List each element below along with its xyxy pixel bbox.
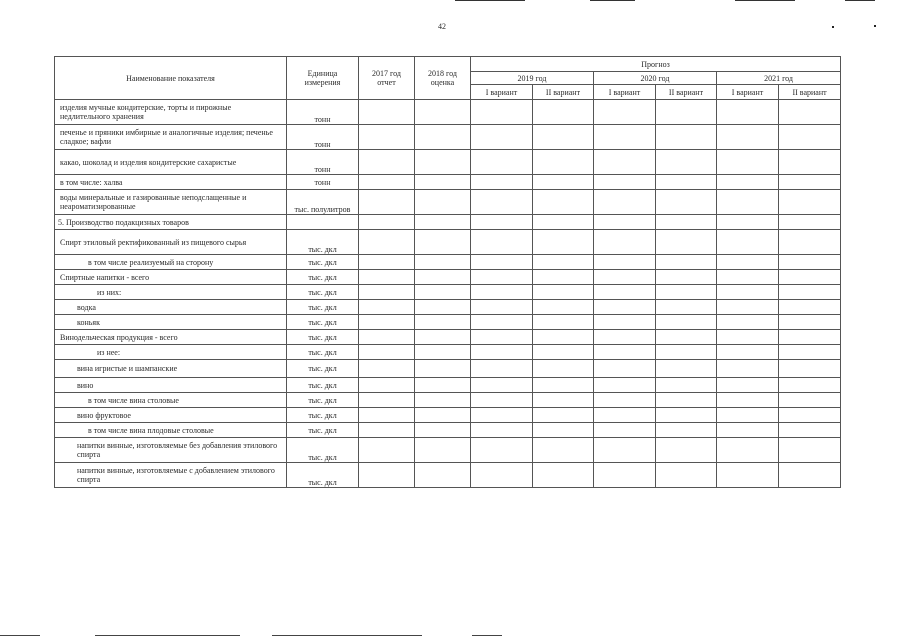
value-cell xyxy=(779,300,841,315)
value-cell xyxy=(779,285,841,300)
value-cell xyxy=(779,360,841,378)
value-cell xyxy=(779,423,841,438)
value-cell xyxy=(359,423,415,438)
value-cell xyxy=(779,438,841,463)
value-cell xyxy=(359,315,415,330)
value-cell xyxy=(471,378,533,393)
value-cell xyxy=(656,378,717,393)
table-row xyxy=(55,438,841,463)
value-cell xyxy=(594,215,656,230)
value-cell xyxy=(415,175,471,190)
value-cell xyxy=(471,393,533,408)
row-name: Спирт этиловый ректификованный из пищевого сырья xyxy=(55,230,287,255)
table-row xyxy=(55,190,841,215)
value-cell xyxy=(779,315,841,330)
value-cell xyxy=(779,190,841,215)
row-name: печенье и пряники имбирные и аналогичные изделия; печенье сладкое; вафли xyxy=(55,125,287,150)
value-cell xyxy=(594,393,656,408)
row-unit: тыс. дкл xyxy=(287,285,359,300)
header-year-2021: 2021 год xyxy=(717,72,841,85)
row-unit: тыс. дкл xyxy=(287,463,359,488)
value-cell xyxy=(471,423,533,438)
table-row xyxy=(55,300,841,315)
value-cell xyxy=(415,150,471,175)
row-unit: тыс. дкл xyxy=(287,330,359,345)
row-name: из них: xyxy=(55,285,287,300)
table-row xyxy=(55,230,841,255)
value-cell xyxy=(717,215,779,230)
value-cell xyxy=(717,270,779,285)
value-cell xyxy=(359,150,415,175)
value-cell xyxy=(656,150,717,175)
value-cell xyxy=(533,285,594,300)
scan-dot xyxy=(874,25,876,27)
table-body xyxy=(55,100,841,488)
value-cell xyxy=(359,393,415,408)
value-cell xyxy=(656,190,717,215)
value-cell xyxy=(359,215,415,230)
value-cell xyxy=(359,408,415,423)
row-unit: тыс. дкл xyxy=(287,345,359,360)
table-row xyxy=(55,360,841,378)
value-cell xyxy=(471,360,533,378)
value-cell xyxy=(779,255,841,270)
value-cell xyxy=(415,315,471,330)
value-cell xyxy=(717,230,779,255)
value-cell xyxy=(594,300,656,315)
value-cell xyxy=(779,270,841,285)
value-cell xyxy=(656,330,717,345)
value-cell xyxy=(717,330,779,345)
section-row xyxy=(55,215,841,230)
value-cell xyxy=(415,330,471,345)
value-cell xyxy=(533,300,594,315)
header-variant: I вариант xyxy=(594,85,656,100)
header-variant: I вариант xyxy=(717,85,779,100)
table-row xyxy=(55,378,841,393)
value-cell xyxy=(415,463,471,488)
table-row xyxy=(55,285,841,300)
value-cell xyxy=(656,215,717,230)
table-row xyxy=(55,100,841,125)
scan-mark xyxy=(455,0,525,1)
value-cell xyxy=(594,378,656,393)
value-cell xyxy=(415,438,471,463)
table-row xyxy=(55,125,841,150)
value-cell xyxy=(779,408,841,423)
value-cell xyxy=(656,285,717,300)
value-cell xyxy=(533,360,594,378)
row-name: в том числе реализуемый на сторону xyxy=(55,255,287,270)
value-cell xyxy=(415,300,471,315)
value-cell xyxy=(471,230,533,255)
row-unit: тыс. полулитров xyxy=(287,190,359,215)
value-cell xyxy=(471,125,533,150)
header-2018: 2018 год оценка xyxy=(415,57,471,100)
value-cell xyxy=(471,285,533,300)
value-cell xyxy=(656,423,717,438)
value-cell xyxy=(717,463,779,488)
row-unit: тыс. дкл xyxy=(287,255,359,270)
table-row xyxy=(55,330,841,345)
value-cell xyxy=(533,270,594,285)
value-cell xyxy=(779,463,841,488)
value-cell xyxy=(594,230,656,255)
value-cell xyxy=(656,345,717,360)
value-cell xyxy=(471,100,533,125)
value-cell xyxy=(533,393,594,408)
value-cell xyxy=(594,285,656,300)
value-cell xyxy=(656,438,717,463)
value-cell xyxy=(533,315,594,330)
value-cell xyxy=(533,408,594,423)
value-cell xyxy=(656,100,717,125)
value-cell xyxy=(359,360,415,378)
row-unit: тыс. дкл xyxy=(287,300,359,315)
row-unit: тыс. дкл xyxy=(287,230,359,255)
value-cell xyxy=(717,423,779,438)
value-cell xyxy=(533,345,594,360)
table-row xyxy=(55,345,841,360)
value-cell xyxy=(717,378,779,393)
row-unit: тыс. дкл xyxy=(287,315,359,330)
page-number: 42 xyxy=(438,22,446,31)
row-name: вина игристые и шампанские xyxy=(55,360,287,378)
row-name: вино фруктовое xyxy=(55,408,287,423)
value-cell xyxy=(533,125,594,150)
value-cell xyxy=(415,230,471,255)
value-cell xyxy=(359,175,415,190)
value-cell xyxy=(533,175,594,190)
row-name: 5. Производство подакцизных товаров xyxy=(55,215,287,230)
row-unit: тыс. дкл xyxy=(287,378,359,393)
value-cell xyxy=(594,150,656,175)
value-cell xyxy=(656,408,717,423)
value-cell xyxy=(594,255,656,270)
value-cell xyxy=(656,360,717,378)
row-name: вино xyxy=(55,378,287,393)
row-unit: тонн xyxy=(287,125,359,150)
value-cell xyxy=(533,190,594,215)
table-row xyxy=(55,315,841,330)
value-cell xyxy=(359,270,415,285)
value-cell xyxy=(471,345,533,360)
value-cell xyxy=(471,270,533,285)
value-cell xyxy=(533,255,594,270)
scan-mark xyxy=(0,635,40,636)
header-variant: II вариант xyxy=(779,85,841,100)
value-cell xyxy=(594,330,656,345)
value-cell xyxy=(656,125,717,150)
row-unit: тыс. дкл xyxy=(287,423,359,438)
table-row xyxy=(55,150,841,175)
value-cell xyxy=(779,230,841,255)
value-cell xyxy=(533,215,594,230)
value-cell xyxy=(359,345,415,360)
value-cell xyxy=(779,378,841,393)
value-cell xyxy=(415,215,471,230)
table-row xyxy=(55,175,841,190)
value-cell xyxy=(779,100,841,125)
value-cell xyxy=(415,255,471,270)
value-cell xyxy=(779,345,841,360)
row-unit: тонн xyxy=(287,150,359,175)
value-cell xyxy=(594,463,656,488)
value-cell xyxy=(717,125,779,150)
value-cell xyxy=(533,423,594,438)
table-row xyxy=(55,255,841,270)
table-row xyxy=(55,463,841,488)
value-cell xyxy=(533,150,594,175)
row-name: изделия мучные кондитерские, торты и пирожные недлительного хранения xyxy=(55,100,287,125)
value-cell xyxy=(471,408,533,423)
value-cell xyxy=(594,360,656,378)
row-unit: тыс. дкл xyxy=(287,408,359,423)
row-name: из нее: xyxy=(55,345,287,360)
table-row xyxy=(55,408,841,423)
row-unit: тыс. дкл xyxy=(287,270,359,285)
value-cell xyxy=(594,100,656,125)
header-variant: II вариант xyxy=(533,85,594,100)
row-name: Спиртные напитки - всего xyxy=(55,270,287,285)
header-variant: II вариант xyxy=(656,85,717,100)
header-unit: Единица измерения xyxy=(287,57,359,100)
value-cell xyxy=(415,100,471,125)
value-cell xyxy=(415,378,471,393)
value-cell xyxy=(717,100,779,125)
scan-mark xyxy=(845,0,875,1)
row-unit: тыс. дкл xyxy=(287,438,359,463)
value-cell xyxy=(533,378,594,393)
row-unit: тыс. дкл xyxy=(287,360,359,378)
table-row xyxy=(55,393,841,408)
value-cell xyxy=(415,190,471,215)
value-cell xyxy=(594,315,656,330)
value-cell xyxy=(717,190,779,215)
value-cell xyxy=(779,125,841,150)
row-name: водка xyxy=(55,300,287,315)
value-cell xyxy=(594,423,656,438)
value-cell xyxy=(717,300,779,315)
value-cell xyxy=(656,393,717,408)
forecast-table xyxy=(54,56,841,488)
value-cell xyxy=(359,300,415,315)
value-cell xyxy=(533,230,594,255)
value-cell xyxy=(533,330,594,345)
value-cell xyxy=(359,255,415,270)
value-cell xyxy=(359,230,415,255)
value-cell xyxy=(656,175,717,190)
row-unit xyxy=(287,215,359,230)
value-cell xyxy=(415,423,471,438)
value-cell xyxy=(717,345,779,360)
scan-mark xyxy=(735,0,795,1)
row-name: напитки винные, изготовляемые без добавления этилового спирта xyxy=(55,438,287,463)
value-cell xyxy=(471,175,533,190)
value-cell xyxy=(415,285,471,300)
value-cell xyxy=(415,408,471,423)
value-cell xyxy=(656,230,717,255)
scan-mark xyxy=(272,635,422,636)
value-cell xyxy=(594,175,656,190)
row-name: в том числе вина плодовые столовые xyxy=(55,423,287,438)
value-cell xyxy=(533,100,594,125)
value-cell xyxy=(533,438,594,463)
value-cell xyxy=(594,125,656,150)
header-forecast: Прогноз xyxy=(471,57,841,72)
value-cell xyxy=(717,408,779,423)
value-cell xyxy=(471,315,533,330)
value-cell xyxy=(656,300,717,315)
value-cell xyxy=(717,360,779,378)
value-cell xyxy=(779,393,841,408)
value-cell xyxy=(359,285,415,300)
value-cell xyxy=(717,175,779,190)
value-cell xyxy=(533,463,594,488)
header-year-2019: 2019 год xyxy=(471,72,594,85)
scan-mark xyxy=(95,635,240,636)
value-cell xyxy=(471,150,533,175)
value-cell xyxy=(779,330,841,345)
value-cell xyxy=(717,438,779,463)
header-2017: 2017 год отчет xyxy=(359,57,415,100)
value-cell xyxy=(656,463,717,488)
value-cell xyxy=(717,315,779,330)
value-cell xyxy=(717,150,779,175)
value-cell xyxy=(471,330,533,345)
value-cell xyxy=(415,125,471,150)
value-cell xyxy=(359,100,415,125)
value-cell xyxy=(594,438,656,463)
value-cell xyxy=(717,285,779,300)
table-row xyxy=(55,423,841,438)
row-name: коньяк xyxy=(55,315,287,330)
value-cell xyxy=(415,360,471,378)
value-cell xyxy=(717,255,779,270)
value-cell xyxy=(717,393,779,408)
value-cell xyxy=(359,463,415,488)
value-cell xyxy=(471,190,533,215)
row-name: напитки винные, изготовляемые с добавлением этилового спирта xyxy=(55,463,287,488)
value-cell xyxy=(656,270,717,285)
header-year-2020: 2020 год xyxy=(594,72,717,85)
header-name: Наименование показателя xyxy=(55,57,287,100)
value-cell xyxy=(415,345,471,360)
row-unit: тонн xyxy=(287,175,359,190)
value-cell xyxy=(359,125,415,150)
value-cell xyxy=(471,255,533,270)
value-cell xyxy=(359,438,415,463)
value-cell xyxy=(779,150,841,175)
table-row xyxy=(55,270,841,285)
value-cell xyxy=(415,393,471,408)
value-cell xyxy=(359,190,415,215)
row-unit: тонн xyxy=(287,100,359,125)
scan-dot xyxy=(832,26,834,28)
value-cell xyxy=(779,215,841,230)
value-cell xyxy=(594,345,656,360)
value-cell xyxy=(471,463,533,488)
value-cell xyxy=(779,175,841,190)
row-name: в том числе: халва xyxy=(55,175,287,190)
value-cell xyxy=(594,408,656,423)
value-cell xyxy=(594,190,656,215)
value-cell xyxy=(656,315,717,330)
row-name: в том числе вина столовые xyxy=(55,393,287,408)
row-unit: тыс. дкл xyxy=(287,393,359,408)
value-cell xyxy=(415,270,471,285)
value-cell xyxy=(471,300,533,315)
row-name: воды минеральные и газированные неподслащенные и неароматизированные xyxy=(55,190,287,215)
value-cell xyxy=(656,255,717,270)
scan-mark xyxy=(590,0,635,1)
value-cell xyxy=(359,330,415,345)
value-cell xyxy=(359,378,415,393)
scan-mark xyxy=(472,635,502,636)
row-name: какао, шоколад и изделия кондитерские сахаристые xyxy=(55,150,287,175)
row-name: Винодельческая продукция - всего xyxy=(55,330,287,345)
value-cell xyxy=(594,270,656,285)
header-variant: I вариант xyxy=(471,85,533,100)
value-cell xyxy=(471,438,533,463)
value-cell xyxy=(471,215,533,230)
